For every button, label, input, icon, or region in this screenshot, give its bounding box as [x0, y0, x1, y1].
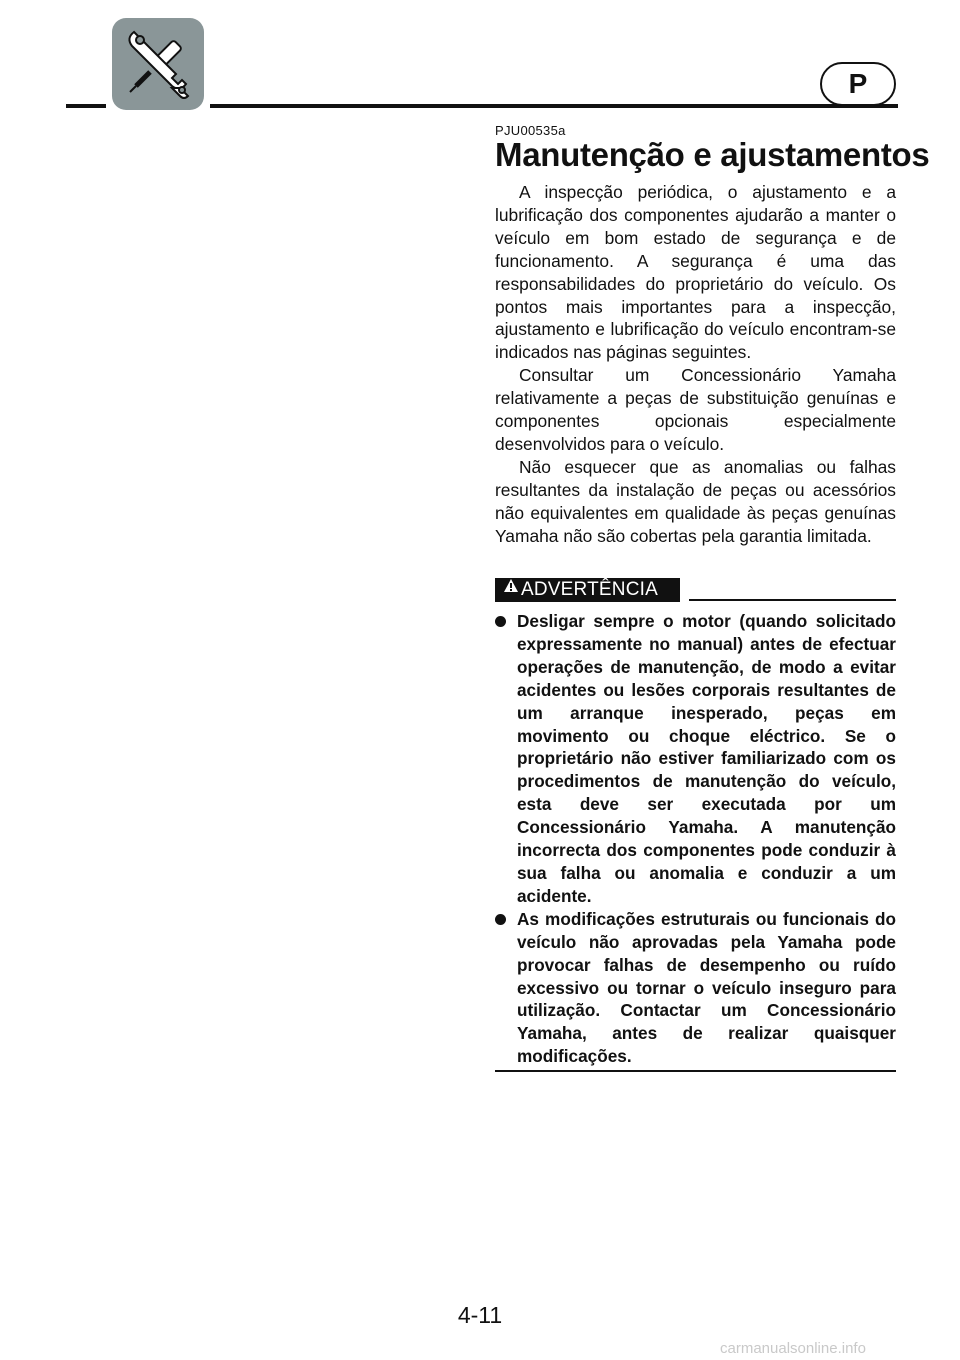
body-text: [495, 181, 896, 548]
bullet-icon: [495, 914, 506, 925]
paragraph: A inspecção periódica, o ajustamento e a lubrificação dos componentes ajudarão a manter o veículo em bom estado de segurança e de funcionamento. A segurança é uma das responsabilidades do proprietário do veículo. Os pontos mais importantes para a inspecção, ajustamento e lubrificação do veículo encontram-se indicados nas páginas seguintes.: [495, 182, 896, 363]
header-rule-left: [66, 104, 106, 108]
warning-item-text: Desligar sempre o motor (quando solicitado expressamente no manual) antes de efectuar operações de manutenção, de modo a evitar acidentes ou lesões corporais resultantes de um arranque inesperado, peças em movimento ou choque eléctrico. Se o proprietário não estiver familiarizado com os procedimentos de manutenção do veículo, esta deve ser executada por um Concessionário Yamaha. A manutenção incorrecta dos componentes pode conduzir à sua falha ou anomalia e conduzir a um acidente.: [517, 611, 896, 906]
warning-item: [495, 610, 896, 908]
warning-item: [495, 908, 896, 1068]
warning-rule: [689, 599, 896, 601]
bullet-icon: [495, 616, 506, 627]
wrench-screwdriver-icon: [112, 18, 204, 110]
warning-item-text: As modificações estruturais ou funcionais do veículo não aprovadas pela Yamaha pode provocar falhas de desempenho ou ruído excessivo ou tornar o veículo inseguro para utilização. Contactar um Concessionário Yamaha, antes de realizar quaisquer modificações.: [517, 908, 896, 1067]
paragraph: Não esquecer que as anomalias ou falhas resultantes da instalação de peças ou acessórios não equivalentes em qualidade às peças genuínas Yamaha não são cobertas pela garantia limitada.: [495, 456, 896, 546]
language-badge: P: [820, 62, 896, 106]
watermark: carmanualsonline.info: [720, 1340, 866, 1357]
warning-list: [495, 610, 896, 1068]
warning-label-text: ADVERTÊNCIA: [521, 579, 658, 600]
page-number: 4-11: [457, 1302, 503, 1328]
paragraph: Consultar um Concessionário Yamaha relativamente a peças de substituição genuínas e componentes opcionais especialmente desenvolvidos para o veículo.: [495, 365, 896, 454]
warning-triangle-icon: [503, 576, 519, 600]
header-rule-right: [210, 104, 898, 108]
warning-bottom-rule: [495, 1070, 896, 1072]
section-title: Manutenção e ajustamentos: [495, 136, 930, 173]
section-code: PJU00535a: [495, 123, 566, 138]
warning-label: [495, 578, 680, 602]
tools-icon: [112, 18, 204, 110]
warning-header: [495, 578, 896, 602]
